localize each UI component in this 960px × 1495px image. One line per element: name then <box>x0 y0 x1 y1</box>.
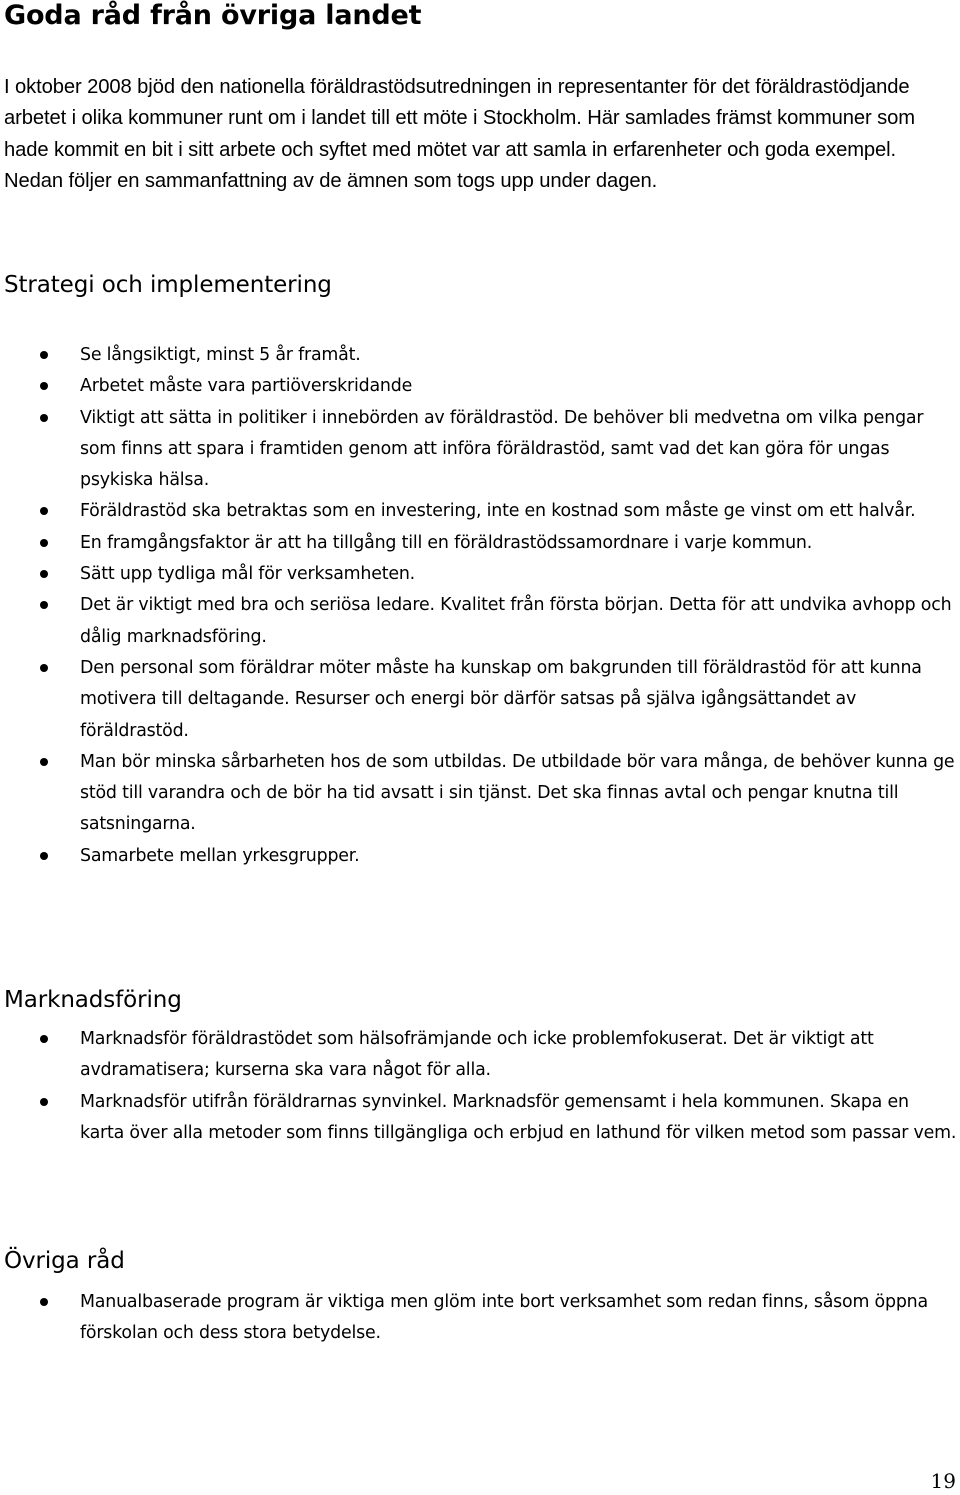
bullet-icon <box>40 570 48 578</box>
list-item <box>0 371 960 402</box>
section-heading-strategi: Strategi och implementering <box>4 272 332 298</box>
bullet-icon <box>40 664 48 672</box>
list-item-text: Marknadsför föräldrastödet som hälsofrämjande och icke problemfokuserat. Det är viktigt att avdramatisera; kurserna ska vara något för alla. <box>80 1029 874 1081</box>
list-item-text: Arbetet måste vara partiöverskridande <box>80 376 413 397</box>
list-item <box>0 559 960 590</box>
list-item <box>0 1024 960 1087</box>
list-item-text: Se långsiktigt, minst 5 år framåt. <box>80 345 361 365</box>
list-item <box>0 841 960 872</box>
list-item-text: Den personal som föräldrar möter måste ha kunskap om bakgrunden till föräldrastöd för att kunna motivera till deltagande. Resurser och energi bör därför satsas på själva igångsättandet av föräldrastöd. <box>80 657 922 741</box>
list-item <box>0 590 960 653</box>
list-item <box>0 653 960 747</box>
list-item <box>0 340 960 371</box>
bullet-icon <box>40 539 48 547</box>
list-item <box>0 1287 960 1350</box>
list-item <box>0 403 960 497</box>
bullet-list-ovriga-rad <box>0 1287 960 1350</box>
page-title: Goda råd från övriga landet <box>4 0 422 31</box>
list-item <box>0 496 960 527</box>
bullet-icon <box>40 758 48 766</box>
list-item-text: Manualbaserade program är viktiga men glöm inte bort verksamhet som redan finns, såsom öppna förskolan och dess stora betydelse. <box>80 1292 928 1344</box>
page-number: 19 <box>930 1469 956 1493</box>
bullet-icon <box>40 414 48 422</box>
bullet-list-strategi <box>0 340 960 872</box>
list-item-text: Sätt upp tydliga mål för verksamheten. <box>80 564 415 585</box>
list-item-text: Samarbete mellan yrkesgrupper. <box>80 845 360 866</box>
bullet-icon <box>40 1298 48 1306</box>
list-item-text: En framgångsfaktor är att ha tillgång till en föräldrastödssamordnare i varje kommun. <box>80 532 813 553</box>
bullet-icon <box>40 507 48 515</box>
list-item-text: Viktigt att sätta in politiker i innebörden av föräldrastöd. De behöver bli medvetna om vilka pengar som finns att spara i framtiden genom att införa föräldrastöd, samt vad det kan göra för ungas psykiska hälsa. <box>80 407 924 491</box>
bullet-icon <box>40 601 48 609</box>
bullet-icon <box>40 1098 48 1106</box>
list-item <box>0 747 960 841</box>
bullet-icon <box>40 1035 48 1043</box>
bullet-icon <box>40 382 48 390</box>
section-heading-marknadsforing: Marknadsföring <box>4 987 182 1013</box>
list-item-text: Marknadsför utifrån föräldrarnas synvinkel. Marknadsför gemensamt i hela kommunen. Skapa en karta över alla metoder som finns tillgängliga och erbjud en lathund för vilken metod som passar vem. <box>80 1091 957 1143</box>
list-item <box>0 528 960 559</box>
bullet-icon <box>40 351 48 359</box>
bullet-icon <box>40 852 48 860</box>
list-item-text: Man bör minska sårbarheten hos de som utbildas. De utbildade bör vara många, de behöver kunna ge stöd till varandra och de bör ha tid avsatt i sin tjänst. Det ska finnas avtal och pengar knutna till satsningarna. <box>80 751 955 835</box>
list-item-text: Föräldrastöd ska betraktas som en investering, inte en kostnad som måste ge vinst om ett halvår. <box>80 501 916 522</box>
list-item <box>0 1087 960 1150</box>
list-item-text: Det är viktigt med bra och seriösa ledare. Kvalitet från första början. Detta för att undvika avhopp och dålig marknadsföring. <box>80 595 952 647</box>
bullet-list-marknadsforing <box>0 1024 960 1149</box>
intro-paragraph: I oktober 2008 bjöd den nationella föräldrastödsutredningen in representanter för det föräldrastödjande arbetet i olika kommuner runt om i landet till ett möte i Stockholm. Här samlades främst kommuner som hade kommit en bit i sitt arbete och syftet med mötet var att samla in erfarenheter och goda exempel. Nedan följer en sammanfattning av de ämnen som togs upp under dagen. <box>4 76 916 192</box>
section-heading-ovriga-rad: Övriga råd <box>4 1248 125 1274</box>
